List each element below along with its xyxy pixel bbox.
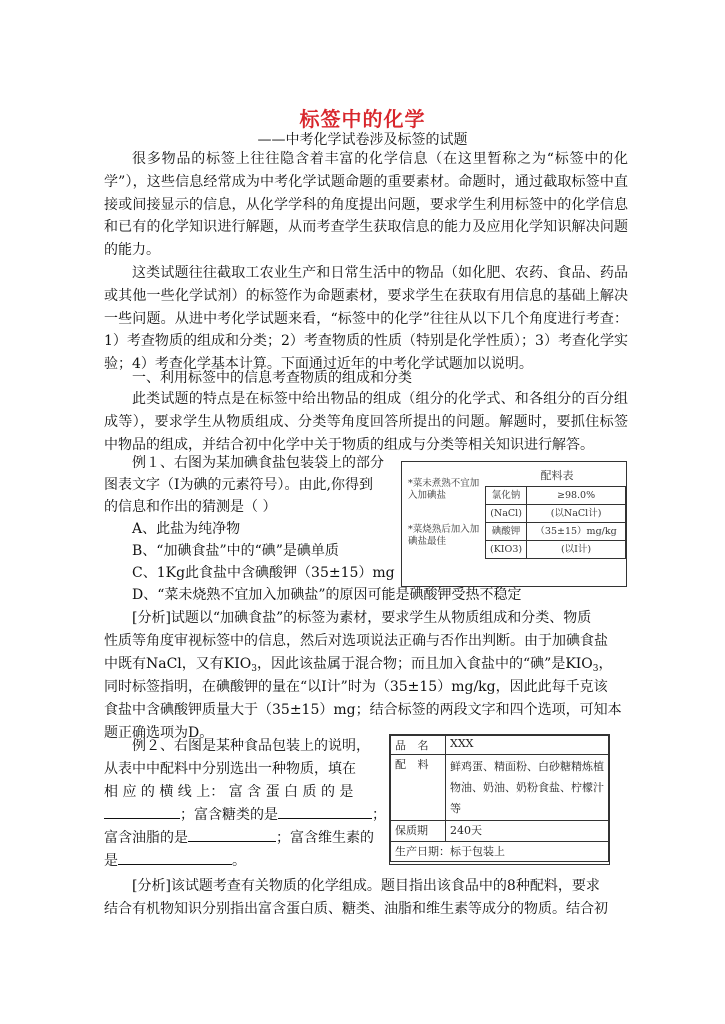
label-value: 240天 bbox=[446, 821, 609, 842]
ex1-option-d: D、“菜未烧熟不宜加入加碘盐”的原因可能是碘酸钾受热不稳定 bbox=[132, 587, 522, 603]
blank-line bbox=[278, 804, 372, 819]
intro-paragraph-1: 很多物品的标签上往往隐含着丰富的化学信息（在这里暂称之为“标签中的化学”），这些信息经常成为中考化学试题命题的重要素材。命题时，通过截取标签中直接或间接显示的信息，从化学学科的角度提出问题，要求学生利用标签中的化学信息和已有的化学知识进行解题，从而考查学生获取信息的能力及应用化学知识解决问题的能力。 bbox=[104, 151, 628, 259]
ex1-stem-line: 的信息和作出的猜测是（ ） bbox=[104, 499, 277, 515]
ex1-option-c: C、1Kg此食盐中含碘酸钾（35±15）mg bbox=[132, 565, 395, 581]
salt-ingredient-label bbox=[401, 461, 627, 587]
label-table bbox=[485, 486, 626, 559]
ex2-stem-line: ；富含糖类的是 ； bbox=[104, 804, 386, 826]
label-caption: 配料表 bbox=[540, 469, 574, 482]
ex2-analysis-line: 结合有机物知识分别指出富含蛋白质、糖类、油脂和维生素等成分的物质。结合初 bbox=[104, 901, 608, 917]
ex2-analysis-line: [分析]该试题考查有关物质的化学组成。题目指出该食品中的8种配料，要求 bbox=[132, 878, 600, 894]
ingredient-name: 碘酸钾 bbox=[486, 523, 527, 541]
page-subtitle: ——中考化学试卷涉及标签的试题 bbox=[257, 132, 468, 148]
label-note: *菜未煮熟不宜加入加碘盐 bbox=[408, 478, 480, 501]
blank-line bbox=[118, 850, 232, 865]
ex1-analysis-line: 同时标签指明，在碘酸钾的量在“以I计”时为（35±15）mg/kg，因此此每千克该 bbox=[104, 679, 608, 695]
ex1-analysis-line: [分析]试题以“加碘食盐”的标签为素材，要求学生从物质组成和分类、物质 bbox=[132, 610, 592, 626]
blank-line bbox=[188, 827, 276, 842]
label-key: 配 料 bbox=[391, 755, 446, 821]
food-label-table bbox=[390, 735, 609, 862]
ingredient-basis: (以NaCl计) bbox=[527, 505, 626, 523]
food-package-label bbox=[389, 734, 610, 865]
ex1-analysis-line: 题正确选项为D。 bbox=[104, 725, 214, 741]
blank-line bbox=[104, 804, 180, 819]
ex1-analysis-line: 食盐中含碘酸钾质量大于（35±15）mg；结合标签的两段文字和四个选项，可知本 bbox=[104, 702, 622, 718]
ex1-analysis-line: 性质等角度审视标签中的信息，然后对选项说法正确与否作出判断。由于加碘食盐 bbox=[104, 633, 608, 649]
ex1-analysis-line: 中既有NaCl，又有$KIO_3$，因此该盐属于混合物；而且加入食盐中的“碘”是$KIO_3$， bbox=[104, 656, 613, 674]
ex1-stem-line: 图表文字（I为碘的元素符号）。由此,你得到 bbox=[104, 477, 373, 493]
ingredient-name: 氯化钠 bbox=[486, 487, 527, 505]
ingredient-formula: (KIO3) bbox=[486, 541, 527, 559]
ex2-stem-line: 富含油脂的是 ；富含维生素的 bbox=[104, 827, 374, 849]
page-title: 标签中的化学 bbox=[299, 107, 426, 131]
ex2-stem-line: 例２、右图是某种食品包装上的说明， bbox=[132, 738, 370, 754]
ex2-stem-line: 是 。 bbox=[104, 850, 246, 872]
ex1-option-b: B、“加碘食盐”中的“碘”是碘单质 bbox=[132, 543, 339, 559]
label-key: 保质期 bbox=[391, 821, 446, 842]
label-value: XXX bbox=[446, 736, 609, 755]
intro-paragraph-2: 这类试题往往截取工农业生产和日常生活中的物品（如化肥、农药、食品、药品或其他一些化学试剂）的标签作为命题素材，要求学生在获取有用信息的基础上解决一些问题。从进中考化学试题来看，“标签中的化学”往往从以下几个角度进行考查：1）考查物质的组成和分类；2）考查物质的性质（特别是化学性质）；3）考查化学实验；4）考查化学基本计算。下面通过近年的中考化学试题加以说明。 bbox=[104, 265, 628, 373]
label-note: *菜烧熟后加入加碘盐最佳 bbox=[408, 524, 480, 547]
ex2-stem-line: 从表中中配料中分别选出一种物质，填在 bbox=[104, 761, 356, 777]
label-value: 鲜鸡蛋、精面粉、白砂糖精炼植物油、奶油、奶粉食盐、柠檬汁等 bbox=[446, 755, 609, 821]
ex1-option-a: A、此盐为纯净物 bbox=[132, 521, 241, 537]
section-heading: 一、利用标签中的信息考查物质的组成和分类 bbox=[132, 370, 412, 386]
ex2-stem-line: 相 应 的 横 线 上： 富 含 蛋 白 质 的 是 bbox=[104, 784, 354, 800]
ingredient-value: （35±15）mg/kg bbox=[527, 523, 626, 541]
ingredient-value: ≥98.0% bbox=[527, 487, 626, 505]
section-paragraph: 此类试题的特点是在标签中给出物品的组成（组分的化学式、和各组分的百分组成等），要求学生从物质组成、分类等角度回答所提出的问题。解题时，要抓住标签中物品的组成，并结合初中化学中关于物质的组成与分类等相关知识进行解答。 bbox=[104, 391, 628, 453]
label-key: 品 名 bbox=[391, 736, 446, 755]
label-production-date: 生产日期：标于包装上 bbox=[391, 842, 609, 862]
ex1-stem-line: 例１、右图为某加碘食盐包装袋上的部分 bbox=[132, 455, 384, 471]
ingredient-basis: (以I计) bbox=[527, 541, 626, 559]
ingredient-formula: (NaCl) bbox=[486, 505, 527, 523]
